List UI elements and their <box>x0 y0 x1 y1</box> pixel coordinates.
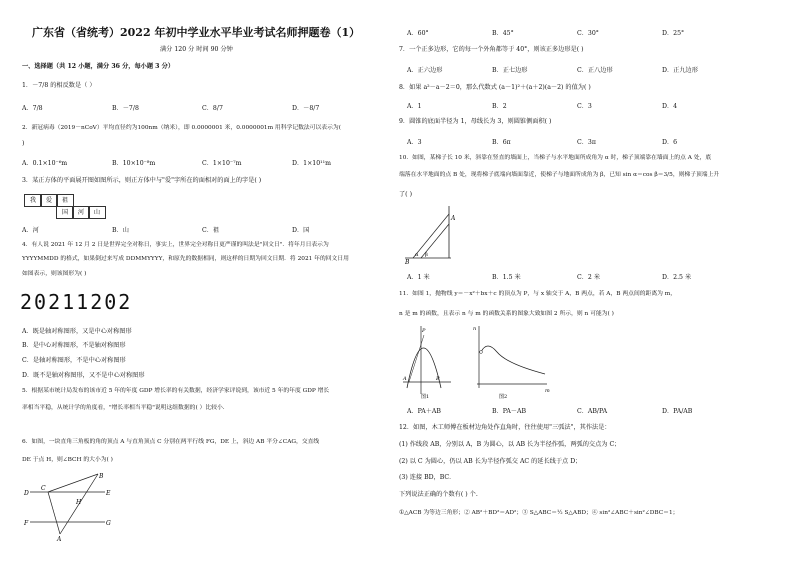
label-g: G <box>106 520 111 527</box>
q8-option-a: A．1 <box>407 103 422 110</box>
q4-option-c: C．是轴对称图形，不是中心对称图形 <box>22 357 126 364</box>
q3-option-a: A．河 <box>22 227 39 234</box>
q4-line1: 4．有人说 2021 年 12 月 2 日是世界完全对称日，事实上，世界完全对称日更严谨的叫法是"回文日"．将年月日表示为 <box>22 242 329 248</box>
label-a: A <box>57 536 62 542</box>
q12-ask: 下列说法正确的个数有( ) 个. <box>399 491 478 498</box>
q10-line2: 端落在水平地面的点 B 处，现将梯子底端向墙面靠近，使梯子与地面所成角为 β，已知 sin α＝cos β＝3/5，则梯子顶端上升 <box>399 172 720 178</box>
section-heading: 一、选择题（共 12 小题，满分 36 分，每小题 3 分） <box>22 63 175 70</box>
q7-option-d: D．正九边形 <box>662 67 698 74</box>
exam-subtitle: 满分 120 分 时间 90 分钟 <box>160 46 233 53</box>
q12-claims: ①△ACB 为等边三角形；② AB²＋BD²＝AD²；③ S△ABC＝½ S△ABD；④ sin²∠ABC＋sin²∠DBC＝1； <box>399 510 679 516</box>
q7-option-a: A．正六边形 <box>407 67 443 74</box>
svg-text:A: A <box>403 376 407 382</box>
right-column <box>397 0 794 562</box>
q8-option-d: D．4 <box>662 103 678 110</box>
label-alpha: α <box>415 252 419 258</box>
q8-option-b: B．2 <box>492 103 507 110</box>
palindrome-date-figure: 20211202 <box>20 290 133 314</box>
q7-stem: 7．一个正多边形，它的每一个外角都等于 40°，则该正多边形是( ) <box>399 46 584 53</box>
q4-option-a: A．既是轴对称图形，又是中心对称图形 <box>22 328 132 335</box>
q1-option-b: B．－7/8 <box>112 105 139 112</box>
q7-option-c: C．正八边形 <box>577 67 613 74</box>
q10-line3: 了( ) <box>399 191 412 198</box>
q2-option-b: B．10×10⁻⁸m <box>112 160 156 167</box>
q10-option-a: A．1 米 <box>407 274 430 281</box>
q1-option-d: D．－8/7 <box>292 105 320 112</box>
q3-option-b: B．山 <box>112 227 129 234</box>
ladder-1 <box>413 214 449 258</box>
q11-line1: 11．如图 1，抛物线 y＝－x²＋bx＋c 的顶点为 P，与 x 轴交于 A，B 两点，若 A，B 两点间的距离为 m， <box>399 291 677 297</box>
q6-line1: 6．如图，一块直角三角板的角的顶点 A 与直角顶点 C 分别在两平行线 FG，DE 上，斜边 AB 平分∠CAG，交直线 <box>22 439 320 445</box>
q10-option-d: D．2.5 米 <box>662 274 692 281</box>
q11-line2: n 是 m 的函数，且表示 n 与 m 的函数关系的图象大致如图 2 所示，则 n 可能为( ) <box>399 311 614 317</box>
q6-option-a: A．60° <box>407 30 429 37</box>
q11-option-b: B．PA－AB <box>492 408 526 415</box>
n-curve <box>481 346 545 374</box>
svg-text:n: n <box>473 326 477 332</box>
q1-option-c: C．8/7 <box>202 105 223 112</box>
q9-stem: 9．圆锥的底面半径为 1，母线长为 3，则圆锥侧面积( ) <box>399 118 552 125</box>
q4-option-d: D．既不是轴对称图形，又不是中心对称图形 <box>22 372 145 379</box>
q7-option-b: B．正七边形 <box>492 67 528 74</box>
label-f: F <box>24 520 29 527</box>
q8-option-c: C．3 <box>577 103 592 110</box>
q3-option-c: C．祖 <box>202 227 220 234</box>
net-cell: 我 <box>24 194 42 207</box>
q12-step1: (1) 作线段 AB，分别以 A，B 为圆心，以 AB 长为半径作弧，两弧的交点为 C； <box>399 441 621 448</box>
q9-option-a: A．3 <box>407 139 422 146</box>
q3-stem: 3．某正方体的平面展开图如图所示，则正方体中与"爱"字所在的面相对的面上的字是( ) <box>22 177 262 184</box>
q11-figure2 <box>471 322 551 400</box>
q2-stem: 2．新冠病毒（2019－nCoV）平均直径约为100nm（纳米），即 0.0000001 米，0.0000001m 用科学记数法可以表示为( <box>22 125 341 131</box>
q2-option-c: C．1×10⁻⁷m <box>202 160 242 167</box>
q1-stem: 1．－7/8 的相反数是（ ） <box>22 82 96 89</box>
q6-option-c: C．30° <box>577 30 599 37</box>
label-b: B <box>99 473 104 480</box>
q4-line3: 如图表示，则该图形为( ) <box>22 271 87 277</box>
svg-text:m: m <box>545 388 550 394</box>
q2-option-d: D．1×10¹¹m <box>292 160 331 167</box>
label-c: C <box>41 485 46 492</box>
q9-option-d: D．6 <box>662 139 678 146</box>
svg-text:B: B <box>436 376 440 382</box>
q10-line1: 10．如图，某梯子长 10 米，斜靠在竖直的墙面上，当梯子与水平地面所成角为 α 时，梯子顶端靠在墙面上的点 A 处，底 <box>399 155 712 161</box>
label-h: H <box>76 499 82 506</box>
net-cell: 祖 <box>56 194 74 207</box>
q5-line2: 率相当平稳，从统计学的角度看，"增长率相当平稳"说明这组数据的( ）比较小. <box>22 405 225 411</box>
fig2-caption: 图2 <box>499 394 508 400</box>
exam-title: 广东省（省统考）2022 年初中学业水平毕业考试名师押题卷（1） <box>32 26 361 39</box>
q11-option-a: A．PA＋AB <box>407 408 441 415</box>
label-b: B <box>405 259 410 266</box>
net-cell: 爱 <box>40 194 58 207</box>
q6-line2: DE 于点 H，则∠BCH 的大小为( ) <box>22 457 113 463</box>
q6-option-d: D．25° <box>662 30 685 37</box>
q9-option-c: C．3π <box>577 139 596 146</box>
label-e: E <box>106 490 111 497</box>
q12-step2: (2) 以 C 为圆心，仍以 AB 长为半径作弧交 AC 的延长线于点 D； <box>399 458 582 465</box>
q10-option-b: B．1.5 米 <box>492 274 521 281</box>
q10-figure <box>403 200 463 266</box>
q4-line2: YYYYMMDD 的格式，如果倒过来写成 DDMMYYYY，和原先的数据相同，则这样的日期为回文日期．将 2021 年的回文日用 <box>22 256 349 262</box>
svg-text:P: P <box>422 328 426 334</box>
q11-option-c: C．AB/PA <box>577 408 608 415</box>
q9-option-b: B．6π <box>492 139 511 146</box>
q3-option-d: D．国 <box>292 227 310 234</box>
q10-option-c: C．2 米 <box>577 274 601 281</box>
q1-option-a: A．7/8 <box>22 105 43 112</box>
q6-figure <box>20 470 120 542</box>
segment-pa <box>409 335 424 382</box>
q4-option-b: B．是中心对称图形，不是轴对称图形 <box>22 342 126 349</box>
side-ac <box>48 492 60 534</box>
net-cell: 国 <box>56 206 74 219</box>
label-a: A <box>451 215 456 222</box>
side-cb <box>48 474 98 492</box>
q2-option-a: A．0.1×10⁻⁶m <box>22 160 68 167</box>
fig1-caption: 图1 <box>421 394 430 400</box>
label-beta: β <box>425 252 428 258</box>
q2-stem-end: ) <box>22 140 25 147</box>
q12-step3: (3) 连接 BD，BC． <box>399 474 456 481</box>
q6-option-b: B．45° <box>492 30 514 37</box>
net-cell: 山 <box>88 206 106 219</box>
q8-stem: 8．如果 a²－a－2＝0，那么代数式 (a－1)²＋(a＋2)(a－2) 的值为( ) <box>399 84 591 91</box>
q5-line1: 5．根据某市统计局发布的该市近 5 年的年度 GDP 增长率的有关数据，经济学家评说到，该市近 5 年的年度 GDP 增长 <box>22 388 330 394</box>
net-cell: 河 <box>72 206 90 219</box>
q11-option-d: D．PA/AB <box>662 408 693 415</box>
label-d: D <box>24 490 29 497</box>
q12-line1: 12．如图，木工师傅在板材边角处作直角时，往往使用"三弧法"，其作法是： <box>399 424 611 431</box>
q11-figure1 <box>401 322 453 400</box>
